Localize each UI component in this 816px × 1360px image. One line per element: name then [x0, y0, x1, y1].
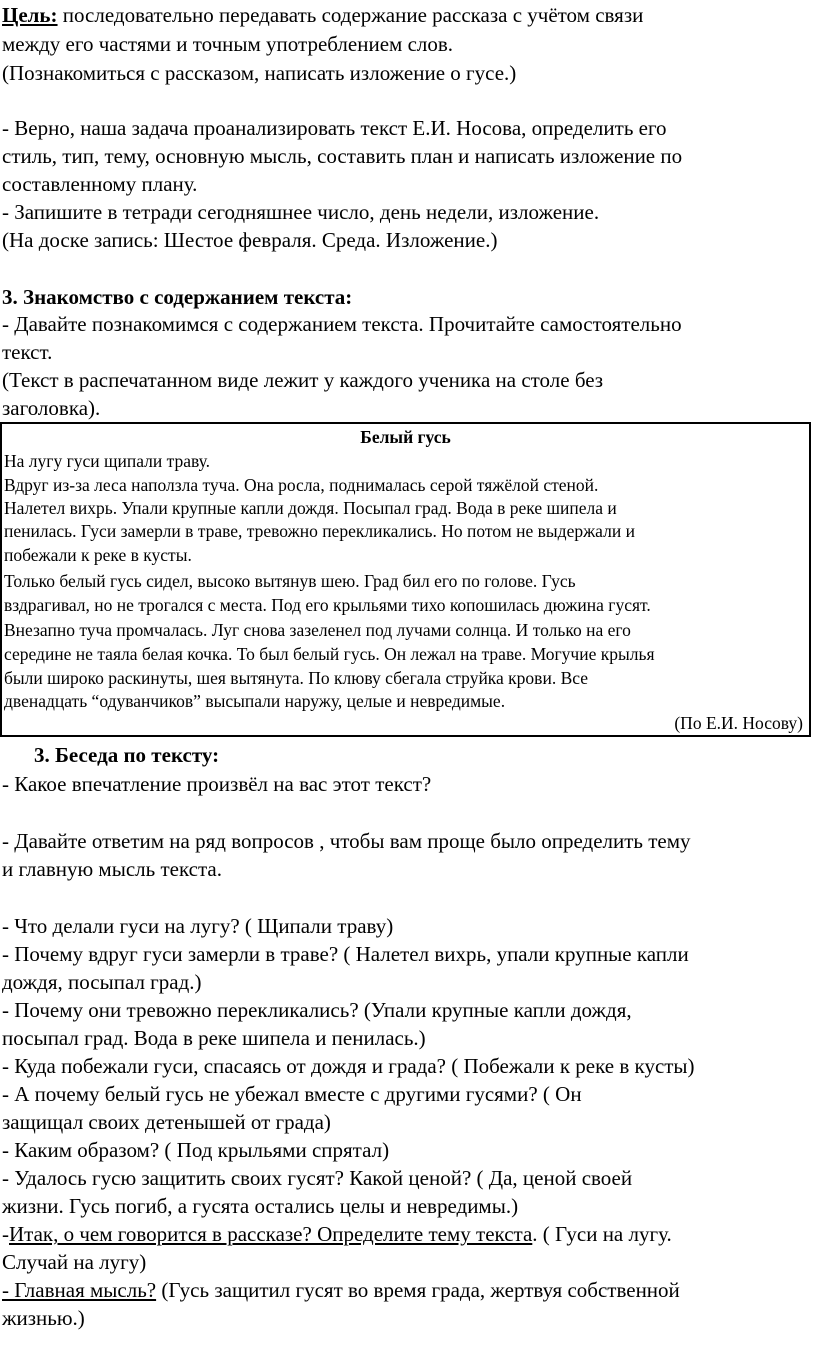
question-line: - Удалось гусю защитить своих гусят? Какой ценой? ( Да, ценой своей	[2, 1166, 633, 1190]
goal-text: последовательно передавать содержание рассказа с учётом связи	[57, 3, 644, 27]
goal-line-3: (Познакомиться с рассказом, написать изложение о гусе.)	[2, 61, 517, 85]
idea-line	[2, 1277, 680, 1304]
conversation-heading: 3. Беседа по тексту:	[34, 743, 220, 767]
story-line: вздрагивал, но не трогался с места. Под его крыльями тихо копошилась дюжина гусят.	[4, 595, 651, 615]
question-line: - Почему они тревожно перекликались? (Упали крупные капли дождя,	[2, 998, 632, 1022]
theme-answer: . ( Гуси на лугу.	[532, 1222, 672, 1246]
story-line: пенилась. Гуси замерли в траве, тревожно перекликались. Но потом не выдержали и	[4, 521, 635, 541]
story-line: Вдруг из-за леса наползла туча. Она росла, поднималась серой тяжёлой стеной.	[4, 475, 599, 495]
story-box	[0, 422, 811, 737]
story-line: середине не таяла белая кочка. То был белый гусь. Он лежал на траве. Могучие крылья	[4, 644, 655, 664]
section-line-2: текст.	[2, 340, 53, 364]
story-line: Только белый гусь сидел, высоко вытянув шею. Град бил его по голове. Гусь	[4, 571, 576, 591]
conversation-q2-line-1: - Давайте ответим на ряд вопросов , чтобы вам проще было определить тему	[2, 829, 691, 853]
section-line-4: заголовка).	[2, 396, 101, 420]
goal-label: Цель:	[2, 3, 58, 27]
story-line: побежали к реке в кусты.	[4, 545, 192, 565]
question-line: - Каким образом? ( Под крыльями спрятал)	[2, 1138, 390, 1162]
question-line: - Почему вдруг гуси замерли в траве? ( Налетел вихрь, упали крупные капли	[2, 942, 689, 966]
story-line: На лугу гуси щипали траву.	[4, 451, 211, 471]
theme-question: Итак, о чем говорится в рассказе? Определите тему текста	[9, 1222, 533, 1246]
goal-line	[2, 2, 643, 29]
question-line: дождя, посыпал град.)	[2, 970, 202, 994]
idea-line-2: жизнью.)	[2, 1306, 85, 1330]
section-heading: 3. Знакомство с содержанием текста:	[2, 285, 353, 309]
story-source: (По Е.И. Носову)	[674, 713, 803, 733]
question-line: защищал своих детенышей от града)	[2, 1110, 331, 1134]
idea-question: - Главная мысль?	[2, 1278, 157, 1302]
conversation-q1: - Какое впечатление произвёл на вас этот текст?	[2, 772, 432, 796]
task-line-5: (На доске запись: Шестое февраля. Среда. Изложение.)	[2, 228, 498, 252]
task-line-3: составленному плану.	[2, 172, 198, 196]
story-line: Внезапно туча промчалась. Луг снова зазеленел под лучами солнца. И только на его	[4, 620, 631, 640]
question-line: жизни. Гусь погиб, а гусята остались целы и невредимы.)	[2, 1194, 519, 1218]
story-line: Налетел вихрь. Упали крупные капли дождя. Посыпал град. Вода в реке шипела и	[4, 498, 617, 518]
story-line: двенадцать “одуванчиков” высыпали наружу, целые и невредимые.	[4, 691, 506, 711]
story-line: были широко раскинуты, шея вытянута. По клюву сбегала струйка крови. Все	[4, 668, 588, 688]
theme-line-2: Случай на лугу)	[2, 1250, 147, 1274]
idea-answer: (Гусь защитил гусят во время града, жертвуя собственной	[156, 1278, 680, 1302]
task-line-4: - Запишите в тетради сегодняшнее число, день недели, изложение.	[2, 200, 600, 224]
section-line-1: - Давайте познакомимся с содержанием текста. Прочитайте самостоятельно	[2, 312, 682, 336]
section-line-3: (Текст в распечатанном виде лежит у каждого ученика на столе без	[2, 368, 604, 392]
question-line: - А почему белый гусь не убежал вместе с другими гусями? ( Он	[2, 1082, 582, 1106]
question-line: - Куда побежали гуси, спасаясь от дождя и града? ( Побежали к реке в кусты)	[2, 1054, 695, 1078]
question-line: - Что делали гуси на лугу? ( Щипали траву)	[2, 914, 394, 938]
goal-line-2: между его частями и точным употреблением слов.	[2, 32, 454, 56]
theme-line	[2, 1221, 672, 1248]
task-line-2: стиль, тип, тему, основную мысль, составить план и написать изложение по	[2, 144, 683, 168]
story-title: Белый гусь	[360, 427, 451, 447]
question-line: посыпал град. Вода в реке шипела и пенилась.)	[2, 1026, 426, 1050]
task-line-1: - Верно, наша задача проанализировать текст Е.И. Носова, определить его	[2, 116, 667, 140]
conversation-q2-line-2: и главную мысль текста.	[2, 857, 222, 881]
theme-prefix: -	[2, 1222, 9, 1246]
